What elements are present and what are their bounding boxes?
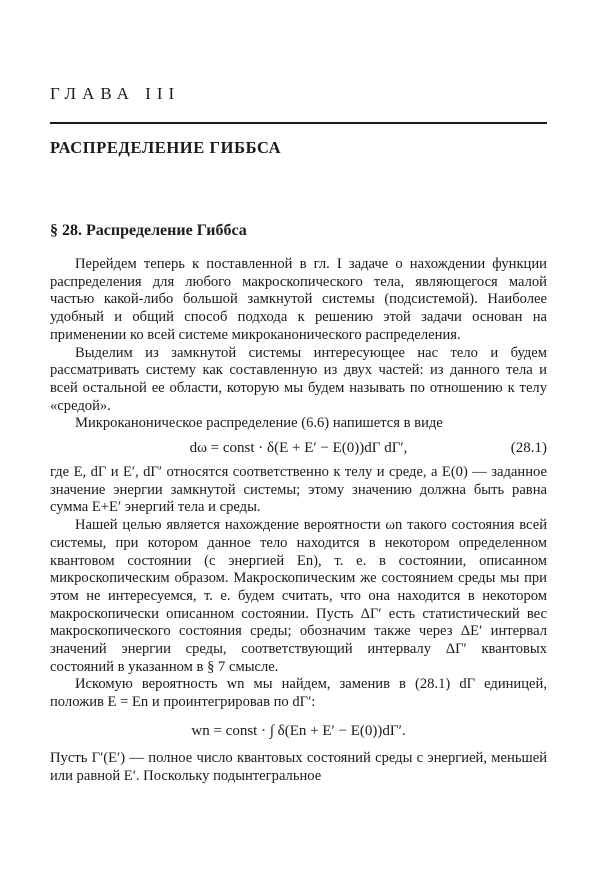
- section-title: § 28. Распределение Гиббса: [50, 222, 247, 239]
- equation-number: (28.1): [510, 440, 547, 457]
- equation-28-1: [50, 437, 547, 459]
- paragraph-3: Микроканоническое распределение (6.6) напишется в виде: [75, 415, 443, 432]
- paragraph-4: где E, dΓ и E′, dΓ′ относятся соответственно к телу и среде, а E(0) — заданное значение энергии замкнутой системы; этому значению должна быть равна сумма E+E′ энергий тела и среды.: [50, 464, 547, 516]
- chapter-title: РАСПРЕДЕЛЕНИЕ ГИББСА: [50, 138, 282, 157]
- paragraph-2: Выделим из замкнутой системы интересующее нас тело и будем рассматривать систему как составленную из двух частей: из данного тела и всей остальной ее области, которую мы будем называть по отношению к телу «средой».: [50, 344, 547, 414]
- paragraph-7: Пусть Γ′(E′) — полное число квантовых состояний среды с энергией, меньшей или равной E′. Поскольку подынтегральное: [50, 749, 547, 784]
- body-text: [50, 256, 547, 785]
- chapter-label: ГЛАВА III: [50, 84, 181, 103]
- paragraph-6: Искомую вероятность wn мы найдем, заменив в (28.1) dΓ единицей, положив E = En и проинтегрировав по dΓ′:: [50, 676, 547, 711]
- equation-wn: [50, 720, 547, 742]
- equation-28-1-body: dω = const · δ(E + E′ − E(0))dΓ dΓ′,: [189, 440, 408, 457]
- paragraph-5: Нашей целью является нахождение вероятности ωn такого состояния всей системы, при котором данное тело находится в некотором определенном квантовом состоянии (с энергией En), т. е. в состоянии, описанном микроскопическим образом. Макроскопическим же состоянием среды мы при этом не интересуемся, т. е. будем считать, что она находится в некотором макроскопически описанном состоянии. Пусть ΔΓ′ есть статистический вес макроскопического состояния среды; обозначим также через ΔE′ интервал значений энергии среды, соответствующий интервалу ΔΓ′ квантовых состояний в указанном в § 7 смысле.: [50, 517, 547, 675]
- equation-wn-body: wn = const · ∫ δ(En + E′ − E(0))dΓ′.: [191, 722, 406, 739]
- paragraph-1: Перейдем теперь к поставленной в гл. I задаче о нахождении функции распределения для любого макроскопического тела, являющегося малой частью какой-либо большой замкнутой системы (подсистемой). Наиболее удобный и общий способ подхода к решению этой задачи основан на применении ко всей системе микроканонического распределения.: [50, 256, 547, 343]
- chapter-rule: [50, 122, 547, 124]
